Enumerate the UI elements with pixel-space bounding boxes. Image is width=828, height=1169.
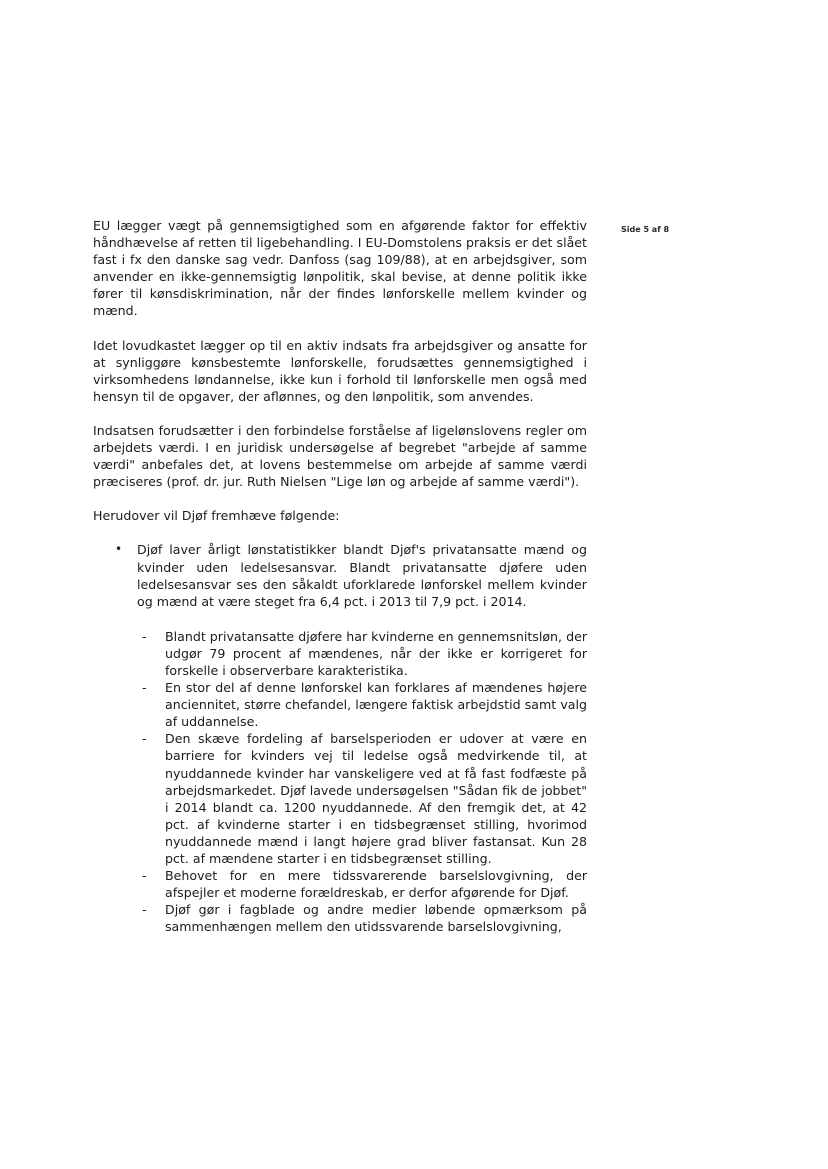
dash-item: [137, 901, 587, 935]
document-body: [93, 217, 587, 935]
bullet-dot-icon: •: [115, 542, 123, 557]
dash-item-text: Den skæve fordeling af barselsperioden er udover at være en barriere for kvinders vej til ledelse også medvirkende til, at nyuddannede kvinder har vanskeligere ved at få fast fodfæste på arbejdsmarkedet. Djøf lavede undersøgelsen "Sådan fik de jobbet" i 2014 blandt ca. 1200 nyuddannede. Af den fremgik det, at 42 pct. af kvinderne starter i en tidsbegrænset stilling, hvorimod nyuddannede mænd i langt højere grad bliver fastansat. Kun 28 pct. af mændene starter i en tidsbegrænset stilling.: [165, 731, 587, 866]
dash-item: [137, 730, 587, 867]
paragraph-djof-intro: Herudover vil Djøf fremhæve følgende:: [93, 508, 340, 524]
paragraph-equal-pay-value: Indsatsen forudsætter i den forbindelse forståelse af ligelønslovens regler om arbejdets værdi. I en juridisk undersøgelse af begrebet "arbejde af samme værdi" anbefales det, at lovens bestemmelse om arbejde af samme værdi præciseres (prof. dr. jur. Ruth Nielsen "Lige løn og arbejde af samme værdi").: [93, 422, 587, 490]
page-number: Side 5 af 8: [621, 225, 670, 234]
bullet-item: [93, 541, 587, 609]
dash-item: [137, 679, 587, 730]
dash-icon: -: [142, 902, 147, 918]
dash-item-text: Behovet for en mere tidssvarerende barselslovgivning, der afspejler et moderne forældreskab, er derfor afgørende for Djøf.: [165, 868, 587, 901]
dash-icon: -: [142, 868, 147, 884]
dash-icon: -: [142, 680, 147, 696]
dash-item: [137, 628, 587, 679]
dash-item: [137, 867, 587, 901]
dash-item-text: Blandt privatansatte djøfere har kvinderne en gennemsnitsløn, der udgør 79 procent af mændenes, når der ikke er korrigeret for forskelle i observerbare karakteristika.: [165, 628, 587, 678]
dash-item-text: En stor del af denne lønforskel kan forklares af mændenes højere anciennitet, større chefandel, længere faktisk arbejdstid samt valg af uddannelse.: [165, 680, 587, 730]
bullet-list: [93, 541, 587, 609]
paragraph-eu-transparency: EU lægger vægt på gennemsigtighed som en afgørende faktor for effektiv håndhævelse af retten til ligebehandling. I EU-Domstolens praksis er det slået fast i fx den danske sag vedr. Danfoss (sag 109/88), at en arbejdsgiver, som anvender en ikke-gennemsigtig lønpolitik, skal bevise, at denne politik ikke fører til kønsdiskrimination, når der findes lønforskelle mellem kvinder og mænd.: [93, 218, 587, 319]
paragraph-bill-initiative: Idet lovudkastet lægger op til en aktiv indsats fra arbejdsgiver og ansatte for at synliggøre kønsbestemte lønforskelle, forudsættes gennemsigtighed i virksomhedens løndannelse, ikke kun i forhold til lønforskelle men også med hensyn til de opgaver, der aflønnes, og den lønpolitik, som anvendes.: [93, 337, 587, 404]
dash-icon: -: [142, 731, 147, 747]
bullet-text: Djøf laver årligt lønstatistikker blandt Djøf's privatansatte mænd og kvinder uden ledelsesansvar. Blandt privatansatte djøfere uden ledelsesansvar ses den såkaldt uforklarede lønforskel mellem kvinder og mænd at være steget fra 6,4 pct. i 2013 til 7,9 pct. i 2014.: [137, 542, 587, 609]
dash-item-text: Djøf gør i fagblade og andre medier løbende opmærksom på sammenhængen mellem den utidssvarende barselslovgivning,: [165, 902, 587, 935]
dash-icon: -: [142, 628, 147, 644]
dash-list: [93, 628, 587, 936]
